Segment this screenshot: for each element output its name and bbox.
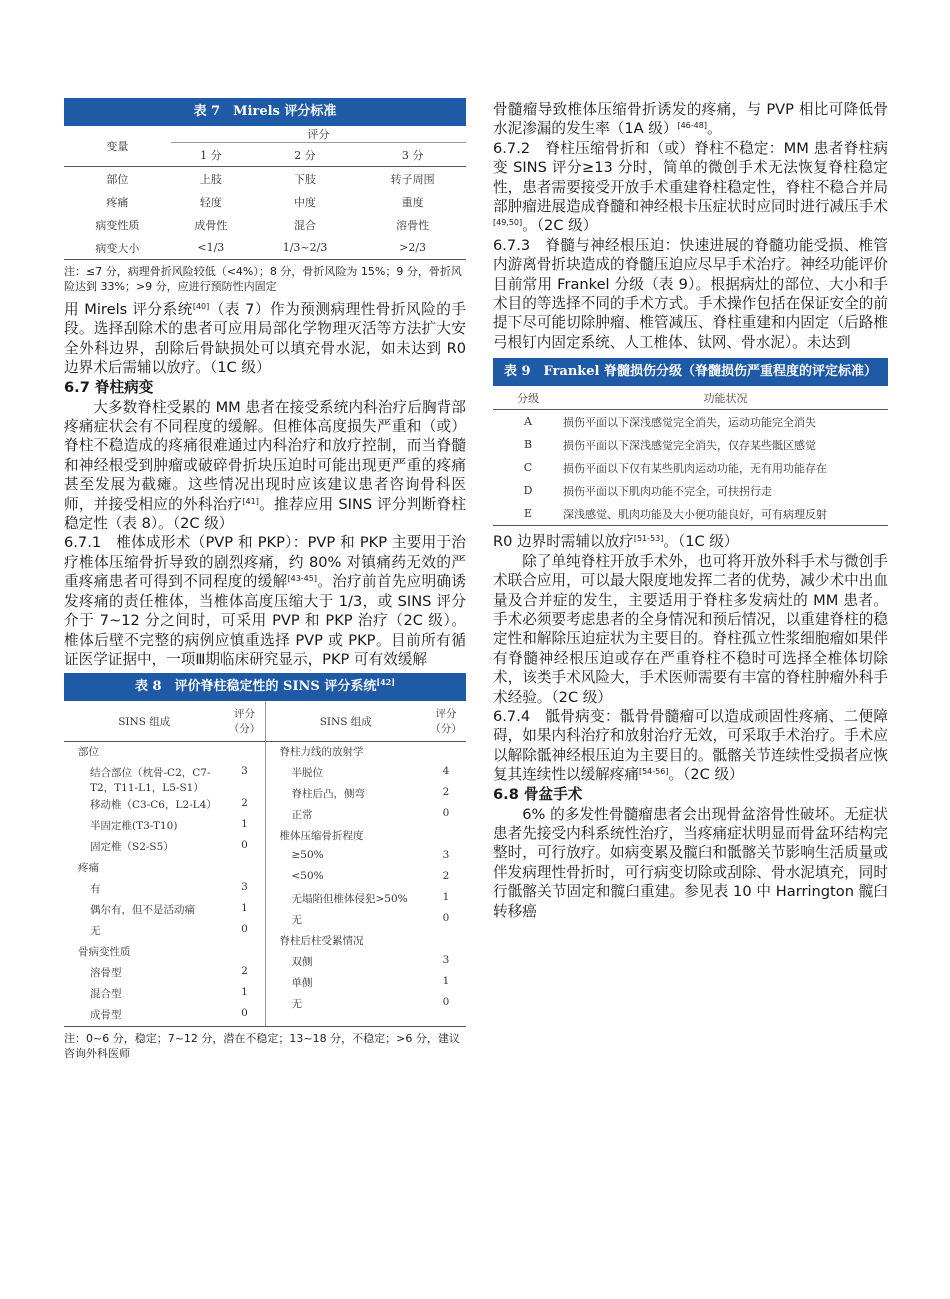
table-cell: 双侧 bbox=[291, 956, 313, 969]
table-row bbox=[64, 742, 265, 764]
paragraph: 6% 的多发性骨髓瘤患者会出现骨盆溶骨性破坏。无症状患者先接受内科系统性治疗，当疼痛症状明显而骨盆环结构完整时，可行放疗。如病变累及髋臼和骶髂关节影响生活质量或伴发病理性骨折时，可行病变切除或刮除、骨水泥填充，同时行骶髂关节固定和髋臼重建。参见表 10 中 Harrington 髋臼转移癌 bbox=[493, 805, 888, 920]
table-row bbox=[493, 479, 888, 502]
paragraph: 除了单纯脊柱开放手术外，也可将开放外科手术与微创手术联合应用，可以最大限度地发挥二者的优势，减少术中出血量及合并症的发生，主要适用于脊柱多发病灶的 MM 患者。手术必须要考虑患者的全身情况和预后情况，以重建脊柱的稳定性和解除压迫症状为主要目的。脊柱孤立性浆细胞瘤如果伴有脊髓神经根压迫或存在严重脊柱不稳时可选择全椎体切除术，该类手术风险大，手术医师需要有丰富的脊柱肿瘤外科手术经验。（2C 级） bbox=[493, 552, 888, 706]
table-cell: 深浅感觉、肌肉功能及大小便功能良好，可有病理反射 bbox=[563, 507, 827, 521]
table-cell: <50% bbox=[291, 870, 324, 883]
paragraph: R0 边界时需辅以放疗[51-53]。（1C 级） bbox=[493, 533, 739, 551]
table-row bbox=[64, 167, 466, 191]
table-cell-score: 0 bbox=[241, 923, 248, 936]
table-row bbox=[64, 900, 265, 921]
table-cell: 偶尔有，但不是活动痛 bbox=[90, 904, 195, 917]
table-cell-score: 0 bbox=[442, 807, 450, 820]
table-row bbox=[64, 1005, 265, 1026]
table-row bbox=[266, 742, 467, 764]
table7-score-col: 3 分 bbox=[401, 148, 424, 162]
table-cell: 损伤平面以下深浅感觉完全消失，运动功能完全消失 bbox=[563, 415, 816, 429]
table-row bbox=[266, 868, 467, 889]
table8-right bbox=[266, 701, 467, 1015]
table-cell-score bbox=[426, 742, 466, 764]
paragraph: 6.7.2 脊柱压缩骨折和（或）脊柱不稳定：MM 患者脊柱病变 SINS 评分≥13 分时，简单的微创手术无法恢复脊柱稳定性，患者需要接受开放手术重建脊柱稳定性，脊柱不稳合并局部肿瘤进展造成脊髓和神经根卡压症状时应同时进行减压手术[49,50]。（2C 级） bbox=[493, 139, 888, 235]
table-cell: 溶骨性 bbox=[396, 218, 430, 232]
table-cell: ≥50% bbox=[291, 849, 324, 862]
table-row bbox=[64, 879, 265, 900]
table-cell: 椎体压缩骨折程度 bbox=[279, 830, 364, 843]
table-cell-score bbox=[225, 742, 265, 764]
table-cell: 病变大小 bbox=[95, 241, 140, 255]
table-row bbox=[493, 456, 888, 479]
table-cell-score bbox=[225, 942, 265, 963]
table-cell: 损伤平面以下肌肉功能不完全，可扶拐行走 bbox=[563, 484, 772, 498]
table-cell: 转子周围 bbox=[390, 172, 435, 186]
table-row bbox=[266, 826, 467, 847]
table-row bbox=[64, 213, 466, 236]
table-row bbox=[266, 847, 467, 868]
table-cell: 有 bbox=[90, 883, 101, 896]
table-cell: 1/3~2/3 bbox=[282, 241, 328, 254]
table-row bbox=[266, 805, 467, 826]
table-cell-score: 2 bbox=[442, 870, 450, 883]
paragraph: 大多数脊柱受累的 MM 患者在接受系统内科治疗后胸背部疼痛症状会有不同程度的缓解。但椎体高度损失严重和（或）脊柱不稳造成的疼痛很难通过内科治疗和放疗控制，而当脊髓和神经根受到肿瘤或破碎骨折块压迫时可能出现更严重的疼痛甚至发展为截瘫。这些情况出现时应该建议患者咨询骨科医师，并接受相应的外科治疗[41]。推荐应用 SINS 评分判断脊柱稳定性（表 8）。（2C 级） bbox=[64, 398, 466, 533]
table-cell: 混合型 bbox=[90, 988, 122, 1001]
table-cell: 骨病变性质 bbox=[78, 946, 131, 959]
section-heading: 6.7 脊柱病变 bbox=[64, 378, 154, 396]
section-heading: 6.8 骨盆手术 bbox=[493, 785, 583, 803]
table8-header-score: 评分（分） bbox=[228, 708, 261, 736]
table-cell: 中度 bbox=[294, 195, 317, 209]
table-cell-score: 3 bbox=[442, 849, 450, 862]
table-row bbox=[64, 984, 265, 1005]
table8-header-comp: SINS 组成 bbox=[319, 715, 372, 728]
table-cell: 疼痛 bbox=[78, 862, 99, 875]
citation: [49,50] bbox=[493, 218, 523, 228]
table-cell-score: 3 bbox=[241, 881, 248, 894]
paragraph: 用 Mirels 评分系统[40]（表 7）作为预测病理性骨折风险的手段。选择刮除术的患者可应用局部化学物理灭活等方法扩大安全外科边界，刮除后骨缺损处可以填充骨水泥，如未达到 R0 边界术后需辅以放疗。（1C 级） bbox=[64, 301, 466, 377]
table-cell: 成骨型 bbox=[90, 1009, 122, 1022]
table-cell-score: 0 bbox=[442, 996, 450, 1009]
table7-header-var: 变量 bbox=[106, 140, 129, 153]
table-cell-score: 1 bbox=[442, 975, 450, 988]
table-cell-score: 1 bbox=[241, 818, 248, 831]
paragraph: 6.7.1 椎体成形术（PVP 和 PKP）：PVP 和 PKP 主要用于治疗椎体压缩骨折导致的剧烈疼痛，约 80% 对镇痛药无效的严重疼痛患者可得到不同程度的缓解[43-45]。治疗前首先应明确诱发疼痛的责任椎体，当椎体高度压缩大于 1/3，或 SINS 评分介于 7~12 分之间时，可采用 PVP 和 PKP 治疗（2C 级）。椎体后壁不完整的病例应慎重选择 PVP 或 PKP。目前所有循证医学证据中，一项Ⅲ期临床研究显示，PKP 可有效缓解 bbox=[64, 534, 466, 668]
table-cell: D bbox=[523, 484, 533, 498]
table-row bbox=[64, 837, 265, 858]
table-cell-score: 1 bbox=[241, 902, 248, 915]
table9-header-func: 功能状况 bbox=[703, 391, 748, 405]
table-cell-score: 0 bbox=[241, 839, 248, 852]
table-row bbox=[64, 921, 265, 942]
table-cell: 半固定椎(T3-T10) bbox=[90, 820, 178, 833]
citation: [51-53] bbox=[633, 534, 664, 544]
table-cell: A bbox=[524, 415, 532, 429]
table-cell: 重度 bbox=[401, 195, 424, 209]
table-row bbox=[266, 889, 467, 910]
table8-header-comp: SINS 组成 bbox=[118, 715, 171, 728]
table-row bbox=[64, 236, 466, 259]
table-cell: 脊柱后柱受累情况 bbox=[279, 935, 364, 948]
table-cell: C bbox=[523, 461, 533, 475]
table-row bbox=[493, 502, 888, 525]
table-cell: 损伤平面以下仅有某些肌肉运动功能，无有用功能存在 bbox=[563, 461, 827, 475]
table-cell: 移动椎（C3-C6，L2-L4） bbox=[90, 799, 217, 812]
table-cell: 损伤平面以下深浅感觉完全消失，仅存某些骶区感觉 bbox=[563, 438, 816, 452]
table-cell: B bbox=[523, 438, 533, 452]
table-cell-score: 2 bbox=[241, 965, 248, 978]
table-cell-score: 3 bbox=[241, 765, 248, 778]
table-cell: 无 bbox=[90, 925, 101, 938]
table-cell: 脊柱力线的放射学 bbox=[279, 746, 364, 759]
table-cell: 半脱位 bbox=[291, 767, 323, 780]
table-row bbox=[266, 952, 467, 973]
table8-left bbox=[64, 701, 265, 1026]
table-row bbox=[64, 942, 265, 963]
table7 bbox=[64, 98, 466, 294]
citation: [54-56] bbox=[638, 767, 669, 777]
table-cell: 混合 bbox=[294, 218, 317, 232]
table-cell: 脊柱后凸，侧弯 bbox=[291, 788, 365, 801]
table-row bbox=[64, 816, 265, 837]
table-cell: 无塌陷但椎体侵犯>50% bbox=[291, 893, 408, 906]
table-cell: 病变性质 bbox=[95, 218, 140, 232]
table-row bbox=[64, 963, 265, 984]
citation: [43-45] bbox=[287, 574, 317, 584]
table8-note: 注：0~6 分，稳定；7~12 分，潜在不稳定；13~18 分，不稳定；>6 分，建议咨询外科医师 bbox=[64, 1032, 460, 1061]
table-cell: 部位 bbox=[78, 746, 99, 759]
table-cell: 单侧 bbox=[291, 977, 313, 990]
table-cell-score: 3 bbox=[442, 954, 450, 967]
table-row bbox=[64, 795, 265, 816]
table-cell-score bbox=[426, 931, 466, 952]
table7-score-col: 2 分 bbox=[294, 148, 316, 162]
table-cell-score: 4 bbox=[442, 765, 450, 778]
table-cell: 部位 bbox=[106, 172, 129, 186]
left-column bbox=[64, 98, 466, 1061]
table8 bbox=[64, 673, 466, 1061]
table-cell-score bbox=[426, 826, 466, 847]
citation: [40] bbox=[192, 302, 210, 311]
table7-grid bbox=[64, 126, 466, 259]
table-cell-score bbox=[225, 858, 265, 879]
paragraph: 6.7.4 骶骨病变：骶骨骨髓瘤可以造成顽固性疼痛、二便障碍，如果内科治疗和放射治疗无效，可采取手术治疗。手术应以解除骶神经根压迫为主要目的。骶髂关节连续性受损者应恢复其连续性以缓解疼痛[54-56]。（2C 级） bbox=[493, 707, 888, 784]
table9-header-grade: 分级 bbox=[517, 391, 539, 405]
table-row bbox=[64, 763, 265, 795]
table-cell-score: 0 bbox=[241, 1007, 248, 1020]
table-cell-score: 1 bbox=[442, 891, 450, 904]
table9 bbox=[493, 358, 888, 526]
table-cell: 正常 bbox=[291, 809, 313, 822]
table-row bbox=[266, 784, 467, 805]
table-cell: 上肢 bbox=[199, 172, 222, 186]
table-row bbox=[266, 931, 467, 952]
table-row bbox=[64, 858, 265, 879]
table-cell-score: 1 bbox=[241, 986, 248, 999]
paragraph: 骨髓瘤导致椎体压缩骨折诱发的疼痛，与 PVP 相比可降低骨水泥渗漏的发生率（1A 级）[46-48]。 bbox=[493, 101, 888, 138]
table-cell: 无 bbox=[291, 998, 302, 1011]
table-cell: 无 bbox=[291, 914, 302, 927]
table7-note: 注：≤7 分，病理骨折风险较低（<4%）；8 分，骨折风险为 15%；9 分，骨折风险达到 33%；>9 分，应进行预防性内固定 bbox=[64, 265, 462, 293]
table-cell: 成骨性 bbox=[194, 218, 228, 232]
table9-grid bbox=[493, 386, 888, 525]
right-column bbox=[493, 100, 888, 921]
table8-header-score: 评分（分） bbox=[430, 708, 462, 736]
table-row bbox=[493, 433, 888, 456]
table-row bbox=[266, 994, 467, 1015]
table7-score-col: 1 分 bbox=[200, 148, 222, 162]
table-cell: 轻度 bbox=[199, 195, 222, 209]
table-row bbox=[493, 410, 888, 434]
table-cell-score: 2 bbox=[442, 786, 450, 799]
table-cell-score: 0 bbox=[442, 912, 450, 925]
table-row bbox=[64, 190, 466, 213]
table7-header-score: 评分 bbox=[171, 126, 466, 143]
table-cell: 下肢 bbox=[294, 172, 317, 186]
table-row bbox=[266, 763, 467, 784]
table9-title: 表 9 Frankel 脊髓损伤分级（脊髓损伤严重程度的评定标准） bbox=[493, 358, 888, 386]
table-cell: 疼痛 bbox=[106, 195, 129, 209]
table-cell: E bbox=[523, 507, 533, 521]
table-row bbox=[266, 973, 467, 994]
citation: [41] bbox=[242, 496, 259, 506]
table-cell: <1/3 bbox=[197, 241, 225, 254]
citation: [46-48] bbox=[677, 121, 707, 131]
table7-title: 表 7 Mirels 评分标准 bbox=[64, 98, 466, 126]
table-cell: 固定椎（S2-S5） bbox=[90, 841, 174, 854]
table-cell: 溶骨型 bbox=[90, 967, 122, 980]
table-cell: >2/3 bbox=[399, 241, 427, 254]
table-cell: 结合部位（枕骨-C2，C7- T2，T11-L1，L5-S1） bbox=[90, 767, 211, 795]
table8-title: 表 8 评价脊柱稳定性的 SINS 评分系统[42] bbox=[64, 673, 466, 701]
paragraph: 6.7.3 脊髓与神经根压迫：快速进展的脊髓功能受损、椎管内游离骨折块造成的脊髓压迫应尽早手术治疗。神经功能评价目前常用 Frankel 分级（表 9）。根据病灶的部位、大小和手术目的等选择不同的手术方式。手术操作包括在保证安全的前提下尽可能切除肿瘤、椎管减压、脊柱重建和内固定（后路椎弓根钉内固定系统、人工椎体、钛网、骨水泥）。未达到 bbox=[493, 236, 888, 351]
table-cell-score: 2 bbox=[241, 797, 248, 810]
table-row bbox=[266, 910, 467, 931]
